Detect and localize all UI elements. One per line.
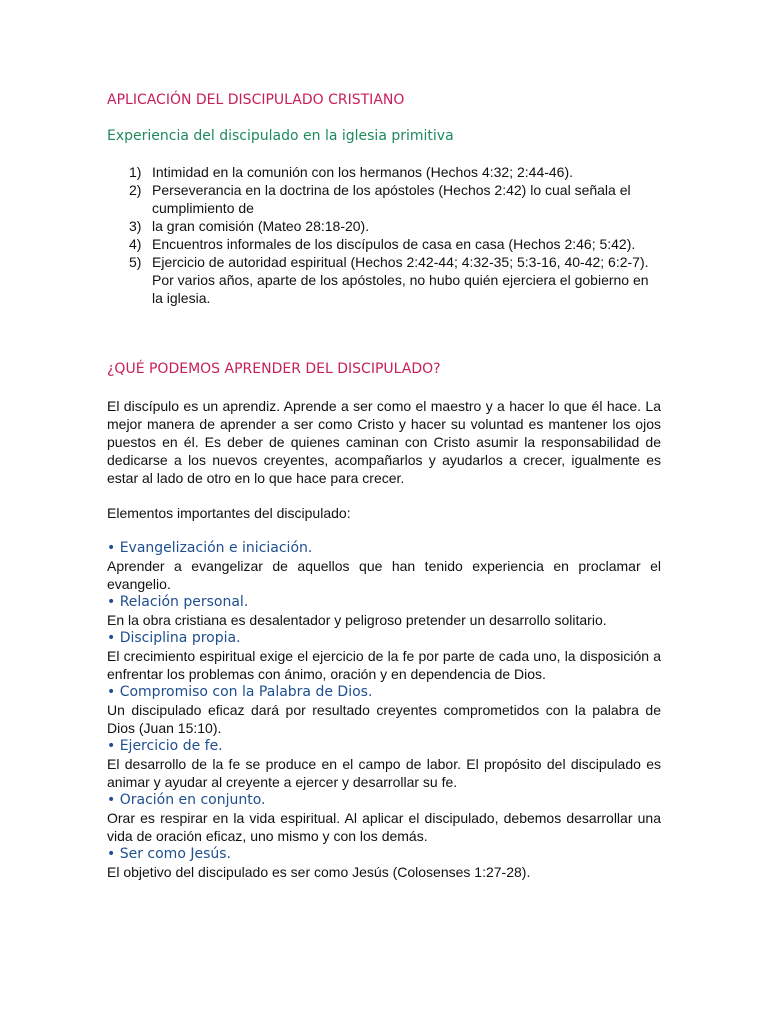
element-body: Un discipulado eficaz dará por resultado creyentes comprometidos con la palabra de Dios (Juan 15:10). — [107, 702, 661, 736]
element-heading: • Compromiso con la Palabra de Dios. — [107, 684, 373, 700]
list-item — [107, 253, 660, 307]
element-item — [107, 593, 661, 629]
list-item-text: la gran comisión (Mateo 28:18-20). — [152, 218, 370, 234]
element-body: Orar es respirar en la vida espiritual. Al aplicar el discipulado, debemos desarrollar una vida de oración eficaz, uno mismo y con los demás. — [107, 810, 661, 844]
list-number: 5) — [129, 254, 142, 270]
list-item-text: Intimidad en la comunión con los hermanos (Hechos 4:32; 2:44-46). — [152, 164, 574, 180]
element-heading: • Ser como Jesús. — [107, 846, 231, 862]
element-heading: • Evangelización e iniciación. — [107, 540, 313, 556]
intro-paragraph: El discípulo es un aprendiz. Aprende a ser como el maestro y a hacer lo que él hace. La mejor manera de aprender a ser como Cristo y hacer su voluntad es mantener los ojos puestos en él. Es deber de quienes caminan con Cristo asumir la responsabilidad de dedicarse a los nuevos creyentes, acompañarlos y ayudarlos a crecer, igualmente es estar al lado de otro en lo que hace para crecer. — [107, 398, 661, 486]
elements-list — [107, 539, 661, 881]
list-number: 2) — [129, 182, 142, 198]
list-item — [107, 181, 660, 217]
elements-label: Elementos importantes del discipulado: — [107, 505, 351, 521]
element-body: El desarrollo de la fe se produce en el campo de labor. El propósito del discipulado es animar y ayudar al creyente a ejercer y desarrollar su fe. — [107, 756, 661, 790]
list-item — [107, 235, 660, 253]
element-heading: • Ejercicio de fe. — [107, 738, 223, 754]
element-item — [107, 737, 661, 791]
list-item — [107, 217, 660, 235]
element-heading: • Relación personal. — [107, 594, 249, 610]
document-title: APLICACIÓN DEL DISCIPULADO CRISTIANO — [107, 92, 405, 108]
element-body: El crecimiento espiritual exige el ejercicio de la fe por parte de cada uno, la disposición a enfrentar los problemas con ánimo, oración y en dependencia de Dios. — [107, 648, 661, 682]
element-item — [107, 539, 661, 593]
element-heading: • Disciplina propia. — [107, 630, 241, 646]
element-heading: • Oración en conjunto. — [107, 792, 266, 808]
element-item — [107, 845, 661, 881]
list-item — [107, 163, 660, 181]
element-body: El objetivo del discipulado es ser como Jesús (Colosenses 1:27-28). — [107, 864, 531, 880]
list-item-text: Encuentros informales de los discípulos de casa en casa (Hechos 2:46; 5:42). — [152, 236, 636, 252]
experience-list — [107, 163, 660, 307]
element-item — [107, 791, 661, 845]
list-item-text: Perseverancia en la doctrina de los apóstoles (Hechos 2:42) lo cual señala el cumplimiento de — [152, 182, 631, 216]
question-heading: ¿QUÉ PODEMOS APRENDER DEL DISCIPULADO? — [107, 361, 441, 377]
element-item — [107, 683, 661, 737]
element-body: En la obra cristiana es desalentador y peligroso pretender un desarrollo solitario. — [107, 612, 607, 628]
element-item — [107, 629, 661, 683]
element-body: Aprender a evangelizar de aquellos que han tenido experiencia en proclamar el evangelio. — [107, 558, 661, 592]
list-item-text: Ejercicio de autoridad espiritual (Hechos 2:42-44; 4:32-35; 5:3-16, 40-42; 6:2-7). Por varios años, aparte de los apóstoles, no hubo quién ejerciera el gobierno en la iglesia. — [152, 254, 649, 306]
list-number: 4) — [129, 236, 142, 252]
list-number: 3) — [129, 218, 142, 234]
section-subtitle: Experiencia del discipulado en la iglesia primitiva — [107, 128, 454, 144]
list-number: 1) — [129, 164, 142, 180]
